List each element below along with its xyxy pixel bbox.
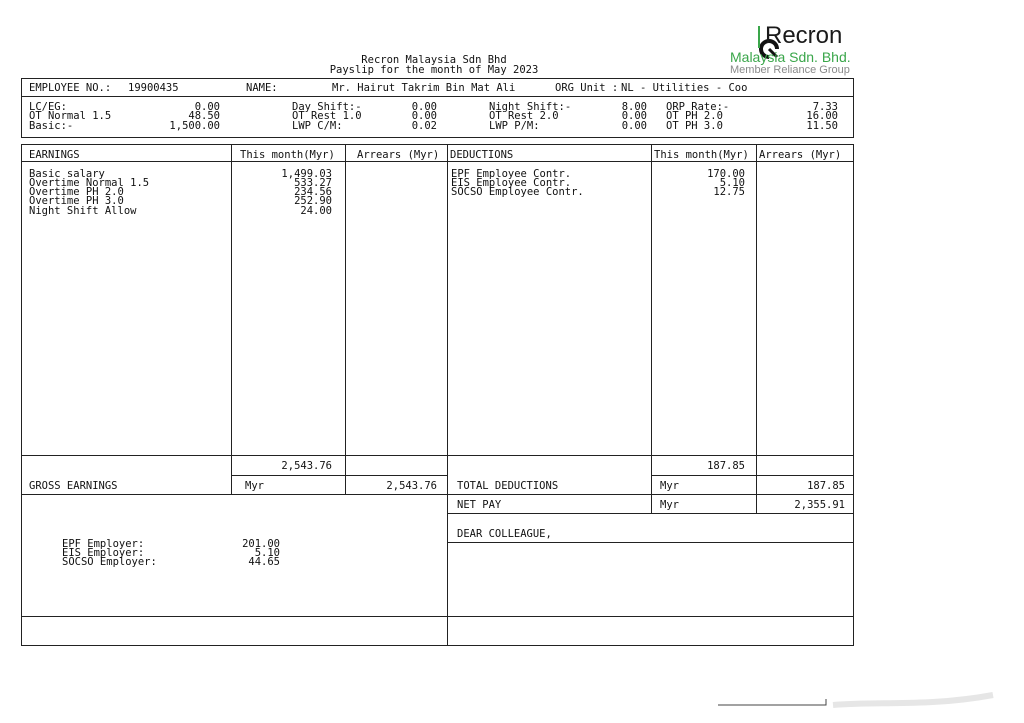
net-pay-currency: Myr bbox=[660, 499, 679, 511]
logo-tagline: Member Reliance Group bbox=[730, 64, 850, 76]
stat-label: Night Shift:- bbox=[489, 101, 572, 113]
col-divider-3 bbox=[447, 144, 448, 495]
total-deductions-currency: Myr bbox=[660, 480, 679, 492]
stat-value: 0.00 bbox=[411, 110, 437, 122]
logo-subtitle: Malaysia Sdn. Bhd. bbox=[730, 49, 851, 65]
employee-no-label: EMPLOYEE NO.: bbox=[29, 82, 112, 94]
gross-earnings-label: GROSS EARNINGS bbox=[29, 480, 118, 492]
this-month-header: This month(Myr) bbox=[240, 149, 335, 161]
stat-value: 0.00 bbox=[194, 101, 220, 113]
earning-value: 533.27 bbox=[294, 177, 332, 189]
col-divider-5 bbox=[756, 144, 757, 495]
footer-row-left bbox=[21, 616, 448, 646]
message-body-box bbox=[447, 542, 854, 617]
earning-value: 1,499.03 bbox=[281, 168, 332, 180]
logo-brand: Recron bbox=[765, 22, 843, 49]
stat-label: OT PH 3.0 bbox=[666, 120, 723, 132]
stat-label: ORP Rate:- bbox=[666, 101, 730, 113]
logo-divider bbox=[758, 26, 760, 48]
deduction-label: EPF Employee Contr. bbox=[451, 168, 572, 180]
table-header-divider bbox=[21, 161, 854, 162]
earning-value: 252.90 bbox=[294, 195, 332, 207]
col-divider-4 bbox=[651, 144, 652, 495]
arrears-deductions-header: Arrears (Myr) bbox=[759, 149, 842, 161]
name-label: NAME: bbox=[246, 82, 278, 94]
employee-no: 19900435 bbox=[128, 82, 179, 94]
employer-label: SOCSO Employer: bbox=[62, 556, 157, 568]
subtotal-divider bbox=[21, 455, 854, 456]
stat-label: OT PH 2.0 bbox=[666, 110, 723, 122]
stat-label: LC/EG: bbox=[29, 101, 67, 113]
subtotal-row-divider-right bbox=[651, 475, 854, 476]
earning-value: 234.56 bbox=[294, 186, 332, 198]
employer-value: 5.10 bbox=[254, 547, 280, 559]
employer-value: 201.00 bbox=[242, 538, 280, 550]
stat-value: 16.00 bbox=[806, 110, 838, 122]
net-pay-value: 2,355.91 bbox=[794, 499, 845, 511]
deduction-value: 12.75 bbox=[713, 186, 745, 198]
org-unit: NL - Utilities - Coo bbox=[621, 82, 748, 94]
total-deductions-value: 187.85 bbox=[807, 480, 845, 492]
earnings-header: EARNINGS bbox=[29, 149, 80, 161]
stat-value: 48.50 bbox=[188, 110, 220, 122]
stat-label: OT Rest 1.0 bbox=[292, 110, 362, 122]
deduction-value: 5.10 bbox=[719, 177, 745, 189]
stat-label: Basic:- bbox=[29, 120, 74, 132]
employer-value: 44.65 bbox=[248, 556, 280, 568]
gross-currency: Myr bbox=[245, 480, 264, 492]
net-pay-divider-2 bbox=[756, 494, 757, 514]
earning-label: Basic salary bbox=[29, 168, 105, 180]
employer-label: EPF Employer: bbox=[62, 538, 145, 550]
stat-label: LWP C/M: bbox=[292, 120, 343, 132]
stat-value: 0.00 bbox=[621, 120, 647, 132]
deductions-subtotal: 187.85 bbox=[707, 460, 745, 472]
deduction-value: 170.00 bbox=[707, 168, 745, 180]
stat-label: OT Rest 2.0 bbox=[489, 110, 559, 122]
message-greeting: DEAR COLLEAGUE, bbox=[457, 528, 552, 540]
deduction-label: SOCSO Employee Contr. bbox=[451, 186, 584, 198]
stat-label: Day Shift:- bbox=[292, 101, 362, 113]
stat-value: 7.33 bbox=[812, 101, 838, 113]
stat-value: 0.02 bbox=[411, 120, 437, 132]
employer-label: EIS Employer: bbox=[62, 547, 145, 559]
org-unit-label: ORG Unit : bbox=[555, 82, 619, 94]
earning-label: Night Shift Allow bbox=[29, 205, 137, 217]
earning-label: Overtime Normal 1.5 bbox=[29, 177, 150, 189]
stat-value: 0.00 bbox=[621, 110, 647, 122]
deductions-header: DEDUCTIONS bbox=[450, 149, 514, 161]
earnings-subtotal: 2,543.76 bbox=[281, 460, 332, 472]
subtotal-row-divider bbox=[231, 475, 447, 476]
stat-value: 8.00 bbox=[621, 101, 647, 113]
employee-name: Mr. Hairut Takrim Bin Mat Ali bbox=[332, 82, 516, 94]
col-divider-1 bbox=[231, 144, 232, 495]
net-pay-label: NET PAY bbox=[457, 499, 502, 511]
stat-label: OT Normal 1.5 bbox=[29, 110, 112, 122]
recron-swirl-icon bbox=[733, 27, 755, 49]
gross-earnings-value: 2,543.76 bbox=[386, 480, 437, 492]
stat-value: 0.00 bbox=[411, 101, 437, 113]
total-deductions-label: TOTAL DEDUCTIONS bbox=[457, 480, 559, 492]
earning-label: Overtime PH 3.0 bbox=[29, 195, 124, 207]
col-divider-2 bbox=[345, 144, 346, 495]
this-month-deductions-header: This month(Myr) bbox=[654, 149, 749, 161]
arrears-header: Arrears (Myr) bbox=[357, 149, 440, 161]
net-pay-divider-1 bbox=[651, 494, 652, 514]
stat-value: 11.50 bbox=[806, 120, 838, 132]
company-name: Recron Malaysia Sdn Bhd bbox=[361, 54, 507, 66]
footer-row-right bbox=[447, 616, 854, 646]
signature-mark bbox=[705, 680, 985, 702]
stat-label: LWP P/M: bbox=[489, 120, 540, 132]
earning-label: Overtime PH 2.0 bbox=[29, 186, 124, 198]
earning-value: 24.00 bbox=[300, 205, 332, 217]
deduction-label: EIS Employee Contr. bbox=[451, 177, 572, 189]
stat-value: 1,500.00 bbox=[169, 120, 220, 132]
payslip-period: Payslip for the month of May 2023 bbox=[329, 64, 539, 76]
